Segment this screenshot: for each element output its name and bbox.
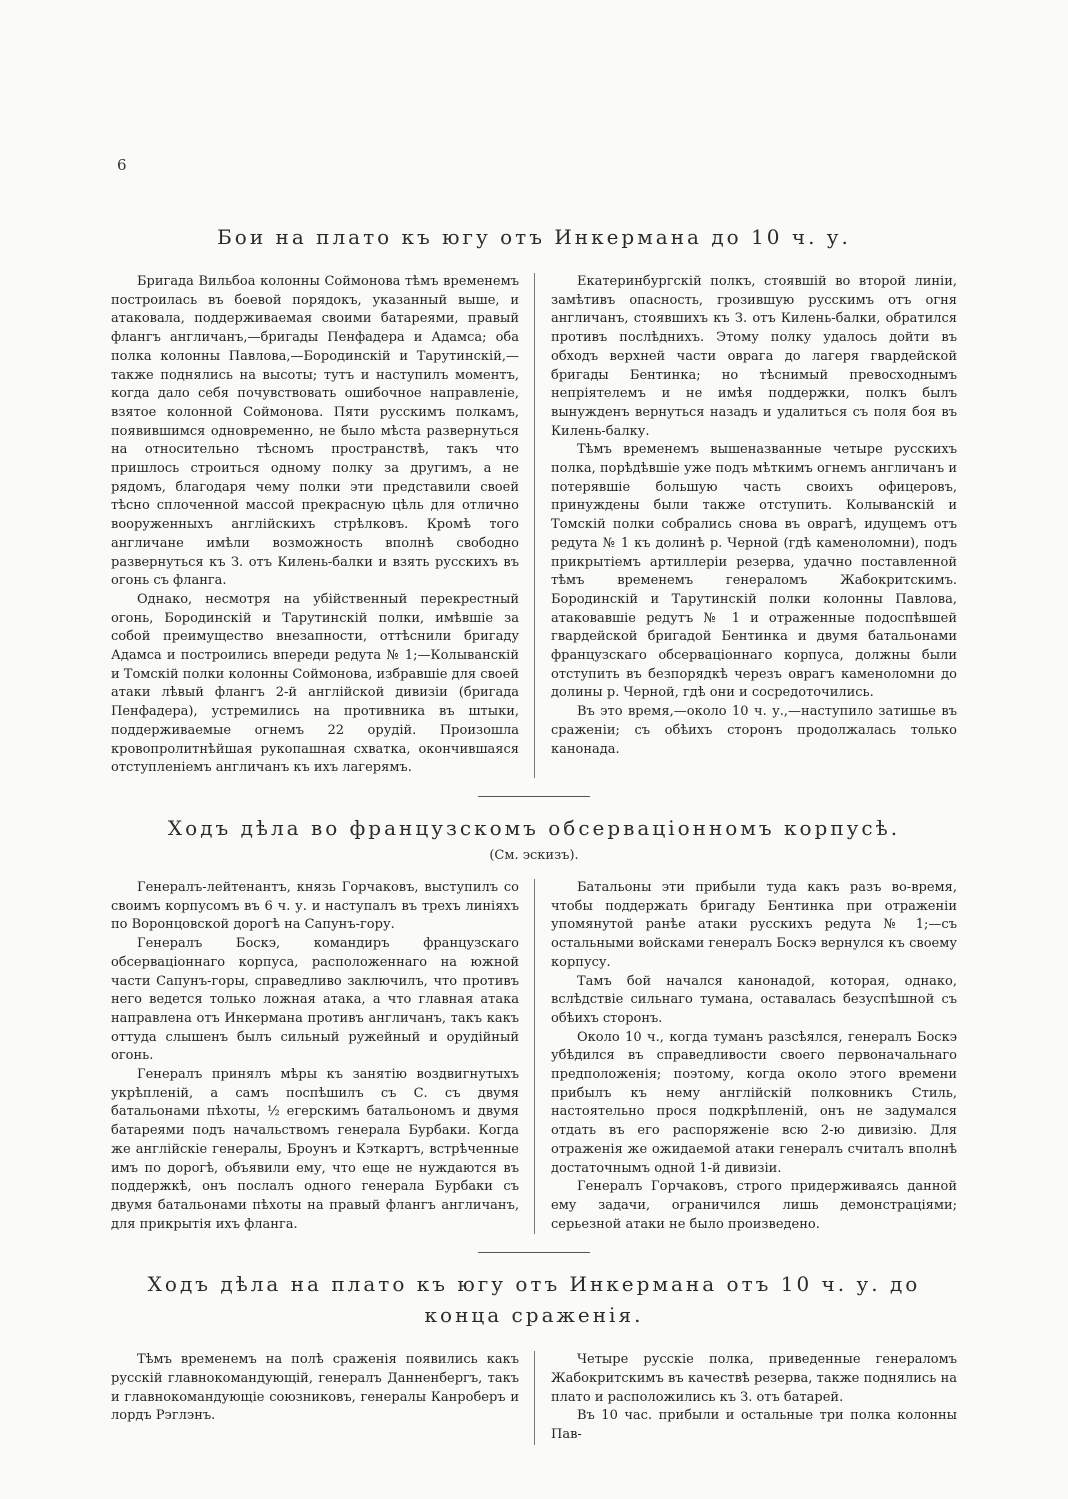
paragraph: Тѣмъ временемъ на полѣ сраженія появились какъ русскій главнокомандующій, генералъ Данненбергъ, такъ и главнокомандующіе союзниковъ, генералы Канроберъ и лордъ Рэглэнъ.	[111, 1352, 519, 1424]
page-number: 6	[117, 156, 127, 174]
left-column	[111, 1351, 534, 1445]
paragraph: Генералъ-лейтенантъ, князь Горчаковъ, выступилъ со своимъ корпусомъ въ 6 ч. у. и наступалъ въ трехъ линіяхъ по Воронцовской дорогѣ на Сапунъ-гору.	[111, 879, 519, 933]
section-heading: Ходъ дѣла во французскомъ обсерваціонномъ корпусѣ.	[167, 815, 901, 840]
paragraph: Генералъ Горчаковъ, строго придерживаясь данной ему задачи, ограничился лишь демонстраціями; серьезной атаки не было произведено.	[551, 1179, 957, 1232]
section-heading: Ходъ дѣла на плато къ югу отъ Инкермана отъ 10 ч. у. до конца сраженія.	[147, 1272, 921, 1328]
section-subheading: (См. эскизъ).	[489, 847, 579, 863]
paragraph: Генералъ Боскэ, командиръ французскаго обсерваціоннаго корпуса, расположеннаго на южной части Сапунъ-горы, справедливо заключилъ, что противъ него ведется только ложная атака, а что главная атака направлена отъ Инкермана противъ англичанъ, такъ какъ оттуда слышенъ былъ сильный ружейный и орудійный огонь.	[111, 936, 519, 1064]
section-french-observation-corps	[111, 813, 957, 1234]
section-heading: Бои на плато къ югу отъ Инкермана до 10 ч. у.	[217, 225, 851, 249]
right-column	[534, 1351, 957, 1445]
paragraph: Тѣмъ временемъ вышеназванные четыре русскихъ полка, порѣдѣвшіе уже подъ мѣткимъ огнемъ англичанъ и потерявшіе большую часть своихъ офицеровъ, принуждены были также отступить. Колыванскій и Томскій полки собрались снова въ оврагѣ, идущемъ отъ редута № 1 къ долинѣ р. Черной (гдѣ каменоломни), подъ прикрытіемъ артиллеріи резерва, удачно поставленной тѣмъ временемъ генераломъ Жабокритскимъ. Бородинскій и Тарутинскій полки колонны Павлова, атаковавшіе редутъ № 1 и отраженные подоспѣвшей гвардейской бригадой Бентинка и двумя батальонами французскаго обсерваціоннаго корпуса, должны были отступить въ безпорядкѣ черезъ оврагъ каменоломни до долины р. Черной, гдѣ они и сосредоточились.	[551, 442, 957, 701]
left-column	[111, 273, 534, 778]
paragraph: Въ это время,—около 10 ч. у.,—наступило затишье въ сраженіи; съ обѣихъ сторонъ продолжалась только канонада.	[551, 704, 957, 757]
paragraph: Батальоны эти прибыли туда какъ разъ во-время, чтобы поддержать бригаду Бентинка при отраженіи упомянутой ранѣе атаки русскихъ редута № 1;—съ остальными войсками генералъ Боскэ вернулся къ своему корпусу.	[551, 879, 957, 970]
right-column	[534, 879, 957, 1234]
paragraph: Около 10 ч., когда туманъ разсѣялся, генералъ Боскэ убѣдился въ справедливости своего первоначальнаго предположенія; поэтому, когда около этого времени прибылъ къ нему англійскій полковникъ Стиль, настоятельно прося подкрѣпленій, онъ не задумался отдать въ его распоряженіе всю 2-ю дивизію. Для отраженія же ожидаемой атаки генералъ считалъ вполнѣ достаточнымъ одной 1-й дивизіи.	[551, 1029, 957, 1176]
paragraph: Генералъ принялъ мѣры къ занятію воздвигнутыхъ укрѣпленій, а самъ поспѣшилъ съ С. съ двумя батальонами пѣхоты, ½ егерскимъ батальономъ и двумя батареями подъ начальствомъ генерала Бурбаки. Когда же англійскіе генералы, Броунъ и Кэткартъ, встрѣченные имъ по дорогѣ, объявили ему, что еще не нуждаются въ поддержкѣ, онъ послалъ одного генерала Бурбаки съ двумя батальонами пѣхоты на правый флангъ англичанъ, для прикрытія ихъ фланга.	[111, 1067, 519, 1232]
right-column	[534, 273, 957, 778]
section-divider	[478, 1252, 590, 1253]
left-column	[111, 879, 534, 1234]
section-battle-plateau-before-10	[111, 222, 957, 778]
section-plateau-after-10	[111, 1269, 957, 1445]
two-column-layout	[111, 1351, 957, 1445]
paragraph: Бригада Вильбоа колонны Соймонова тѣмъ временемъ построилась въ боевой порядокъ, указанный выше, и атаковала, поддерживаемая своими батареями, правый флангъ англичанъ,—бригады Пенфадера и Адамса; оба полка колонны Павлова,—Бородинскій и Тарутинскій,—также поднялись на высоты; тутъ и наступилъ моментъ, когда дало себя почувствовать ошибочное направленіе, взятое колонной Соймонова. Пяти русскимъ полкамъ, появившимся одновременно, не было мѣста развернуться на относительно тѣсномъ пространствѣ, такъ что пришлось строиться одному полку за другимъ, а не рядомъ, благодаря чему полки эти представили своей тѣсно сплоченной массой прекрасную цѣль для отлично вооруженныхъ англійскихъ стрѣлковъ. Кромѣ того англичане имѣли возможность вполнѣ свободно развернуться къ З. отъ Килень-балки и взять русскихъ въ огонь съ фланга.	[111, 274, 519, 589]
section-divider	[478, 796, 590, 797]
paragraph: Въ 10 час. прибыли и остальные три полка колонны Пав-	[551, 1408, 957, 1443]
paragraph: Екатеринбургскій полкъ, стоявшій во второй линіи, замѣтивъ опасность, грозившую русскимъ отъ огня англичанъ, стоявшихъ къ З. отъ Килень-балки, обратился противъ послѣднихъ. Этому полку удалось дойти въ обходъ верхней части оврага до лагеря гвардейской бригады Бентинка; но тѣснимый превосходнымъ непріятелемъ и не имѣя поддержки, полкъ былъ вынужденъ вернуться назадъ и удалиться съ поля боя въ Килень-балку.	[551, 274, 957, 439]
paragraph: Тамъ бой начался канонадой, которая, однако, вслѣдствіе сильнаго тумана, оставалась безуспѣшной съ обѣихъ сторонъ.	[551, 973, 957, 1026]
two-column-layout	[111, 273, 957, 778]
two-column-layout	[111, 879, 957, 1234]
paragraph: Однако, несмотря на убійственный перекрестный огонь, Бородинскій и Тарутинскій полки, имѣвшіе за собой преимущество внезапности, оттѣснили бригаду Адамса и построились впереди редута № 1;—Колыванскій и Томскій полки колонны Соймонова, избравшіе для своей атаки лѣвый флангъ 2-й англійской дивизіи (бригада Пенфадера), устремились на противника въ штыки, поддерживаемые огнемъ 22 орудій. Произошла кровопролитнѣйшая рукопашная схватка, окончившаяся отступленіемъ англичанъ къ ихъ лагерямъ.	[111, 591, 519, 776]
paragraph: Четыре русскіе полка, приведенные генераломъ Жабокритскимъ въ качествѣ резерва, также поднялись на плато и расположились къ З. отъ батарей.	[551, 1352, 957, 1405]
